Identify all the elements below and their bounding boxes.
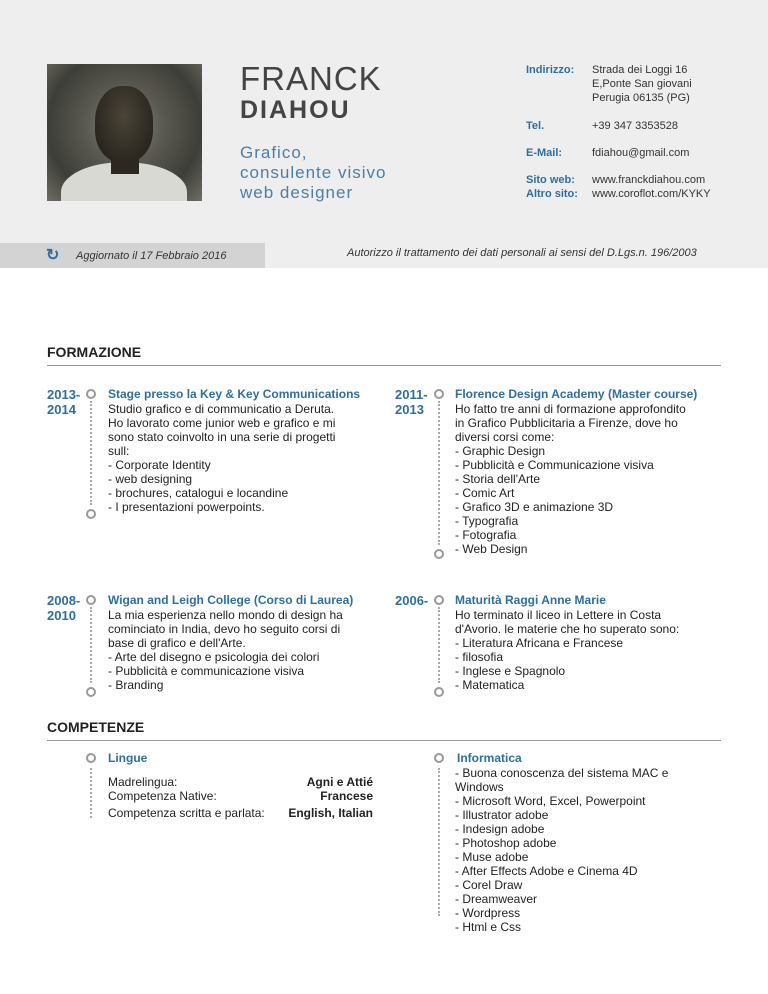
entry-body: La mia esperienza nello mondo di design ha cominciato in India, devo ho seguito corsi di base di grafico e dell'Arte. - Arte del disegno e psicologia dei colori - Pubblicità e communicazione visiva - Branding	[108, 608, 343, 692]
timeline-dot-icon	[86, 595, 96, 605]
address-label: Indirizzo:	[526, 64, 575, 76]
entry-title: Stage presso la Key & Key Communications	[108, 387, 361, 401]
entry-year-end: 2013	[395, 402, 424, 417]
section-title-competenze: COMPETENZE	[47, 719, 145, 735]
section-title-formazione: FORMAZIONE	[47, 344, 142, 360]
language-key: Competenza Native:	[108, 789, 217, 803]
privacy-statement: Autorizzo il trattamento dei dati personali ai sensi del D.Lgs.n. 196/2003	[347, 247, 697, 259]
entry-body: Studio grafico e di communicatio a Deruta. Ho lavorato come junior web e grafico e mi sono stato coinvolto in una serie di progetti sull: - Corporate Identity - web designing - brochures, catalogui e locandine - I presentazioni powerpoints.	[108, 402, 336, 514]
tel-value[interactable]: +39 347 3353528	[592, 120, 678, 132]
language-row	[108, 806, 373, 820]
informatica-body: - Buona conoscenza del sistema MAC e Windows - Microsoft Word, Excel, Powerpoint - Illustrator adobe - Indesign adobe - Photoshop adobe - Muse adobe - After Effects Adobe e Cinema 4D - Corel Draw - Dreamweaver - Wordpress - Html e Css	[455, 766, 669, 934]
entry-year-start: 2006-	[395, 593, 429, 608]
address-line-1: Strada dei Loggi 16	[592, 64, 688, 76]
alt-site-link[interactable]: www.coroflot.com/KYKY	[592, 188, 711, 200]
timeline-dot-icon	[86, 753, 96, 763]
timeline-dot-icon	[86, 687, 96, 697]
timeline-line	[438, 401, 440, 545]
address-line-3: Perugia 06135 (PG)	[592, 92, 690, 104]
address-line-2: E,Ponte San giovani	[592, 78, 692, 90]
language-key: Madrelingua:	[108, 775, 178, 789]
language-row	[108, 775, 373, 789]
timeline-dot-icon	[434, 549, 444, 559]
entry-year-end: 2014	[47, 402, 76, 417]
first-name: FRANCK	[240, 60, 382, 97]
entry-title: Florence Design Academy (Master course)	[455, 387, 698, 401]
timeline-dot-icon	[86, 389, 96, 399]
website-link[interactable]: www.franckdiahou.com	[592, 174, 706, 186]
timeline-dot-icon	[434, 389, 444, 399]
email-value[interactable]: fdiahou@gmail.com	[592, 147, 690, 159]
section-divider	[47, 365, 721, 366]
email-label: E-Mail:	[526, 147, 563, 159]
language-key: Competenza scritta e parlata:	[108, 806, 265, 820]
entry-year-end: 2010	[47, 608, 76, 623]
website-label: Sito web:	[526, 174, 575, 186]
job-role: Grafico, consulente visivo web designer	[240, 143, 387, 202]
refresh-icon: ↻	[46, 247, 60, 264]
timeline-line	[90, 768, 92, 818]
timeline-dot-icon	[434, 595, 444, 605]
last-name: DIAHOU	[240, 96, 351, 124]
entry-body: Ho terminato il liceo in Lettere in Costa d'Avorio. le materie che ho superato sono: - Literatura Africana e Francese - filosofia - Inglese e Spagnolo - Matematica	[455, 608, 680, 692]
timeline-dot-icon	[434, 753, 444, 763]
language-row	[108, 789, 373, 803]
section-divider	[47, 740, 721, 741]
informatica-title: Informatica	[457, 751, 522, 765]
timeline-dot-icon	[86, 509, 96, 519]
timeline-line	[438, 768, 440, 916]
entry-year-start: 2013-	[47, 387, 81, 402]
language-value: Agni e Attié	[306, 775, 373, 789]
entry-title: Maturità Raggi Anne Marie	[455, 593, 606, 607]
alt-site-label: Altro sito:	[526, 188, 578, 200]
entry-year-start: 2008-	[47, 593, 81, 608]
timeline-line	[90, 401, 92, 505]
entry-body: Ho fatto tre anni di formazione approfondito in Grafico Pubblicitaria a Firenze, dove ho diversi corsi come: - Graphic Design - Pubblicità e Communicazione visiva - Storia dell'Arte - Comic Art - Grafico 3D e animazione 3D - Typografia - Fotografia - Web Design	[455, 402, 686, 556]
language-value: Francese	[320, 789, 373, 803]
timeline-dot-icon	[434, 687, 444, 697]
timeline-line	[438, 607, 440, 683]
language-value: English, Italian	[288, 806, 373, 820]
timeline-line	[90, 607, 92, 683]
lingue-title: Lingue	[108, 751, 148, 765]
photo-face	[95, 86, 153, 162]
entry-year-start: 2011-	[395, 387, 428, 402]
updated-date: Aggiornato il 17 Febbraio 2016	[76, 250, 227, 262]
profile-photo	[47, 64, 202, 201]
entry-title: Wigan and Leigh College (Corso di Laurea)	[108, 593, 354, 607]
tel-label: Tel.	[526, 120, 545, 132]
